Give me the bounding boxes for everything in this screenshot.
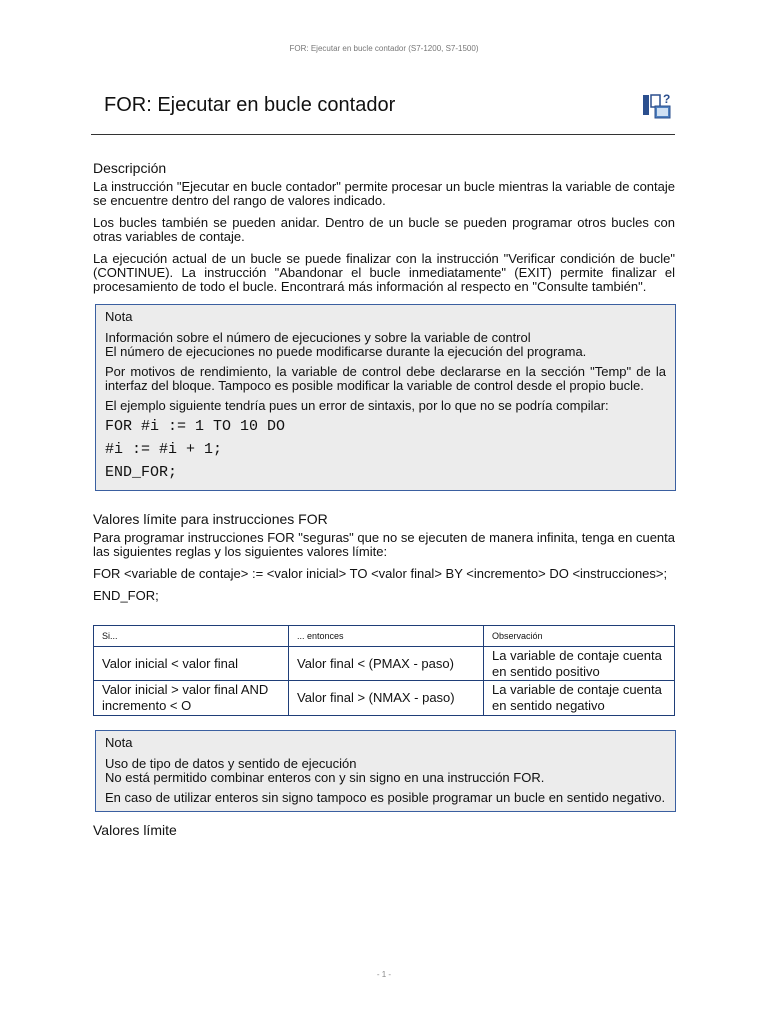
running-header: FOR: Ejecutar en bucle contador (S7-1200, S7-1500) bbox=[289, 44, 479, 53]
table-header-cell: Observación bbox=[484, 626, 675, 647]
valores-limite-heading: Valores límite bbox=[93, 822, 177, 838]
note-box-data-types bbox=[95, 730, 676, 812]
table-row bbox=[94, 681, 675, 716]
descripcion-paragraph: Los bucles también se pueden anidar. Dentro de un bucle se pueden programar otros bucles con otras variables de contaje. bbox=[93, 215, 675, 244]
page-title: FOR: Ejecutar en bucle contador bbox=[104, 94, 396, 116]
limites-paragraph: Para programar instrucciones FOR "seguras" que no se ejecuten de manera infinita, tenga en cuenta las siguientes reglas y los siguientes valores límite: bbox=[93, 530, 675, 559]
descripcion-paragraph: La instrucción "Ejecutar en bucle contador" permite procesar un bucle mientras la variable de contaje se encuentre dentro del rango de valores indicado. bbox=[93, 179, 675, 208]
note-paragraph: Por motivos de rendimiento, la variable de control debe declararse en la sección "Temp" de la interfaz del bloque. Tampoco es posible modificar la variable de control desde el propio bucle. bbox=[105, 364, 666, 393]
code-line: #i := #i + 1; bbox=[105, 441, 223, 458]
code-line: FOR #i := 1 TO 10 DO bbox=[105, 418, 286, 435]
table-cell: Valor inicial > valor final AND incremento < O bbox=[94, 681, 289, 716]
note-paragraph: El ejemplo siguiente tendría pues un error de sintaxis, por lo que no se podría compilar: bbox=[105, 398, 609, 413]
svg-text:?: ? bbox=[663, 92, 671, 106]
note-label: Nota bbox=[105, 309, 133, 324]
descripcion-heading: Descripción bbox=[93, 160, 167, 176]
note-paragraph: El número de ejecuciones no puede modificarse durante la ejecución del programa. bbox=[105, 344, 587, 359]
note-box-loop-variable bbox=[95, 304, 676, 491]
limites-syntax: FOR <variable de contaje> := <valor inicial> TO <valor final> BY <incremento> DO <instrucciones>; bbox=[93, 566, 668, 581]
title-divider bbox=[91, 134, 675, 135]
note-label: Nota bbox=[105, 735, 133, 750]
table-cell: La variable de contaje cuenta en sentido negativo bbox=[484, 681, 675, 716]
table-cell: Valor final < (PMAX - paso) bbox=[289, 647, 484, 681]
note-paragraph: No está permitido combinar enteros con y sin signo en una instrucción FOR. bbox=[105, 770, 545, 785]
help-icon[interactable] bbox=[642, 92, 674, 122]
page-number: - 1 - bbox=[376, 970, 392, 979]
limites-end-for: END_FOR; bbox=[93, 588, 159, 603]
code-line: END_FOR; bbox=[105, 464, 178, 481]
table-header-cell: Si... bbox=[94, 626, 289, 647]
limits-table bbox=[93, 625, 675, 716]
note-subheading: Información sobre el número de ejecuciones y sobre la variable de control bbox=[105, 330, 531, 345]
table-header-row bbox=[94, 626, 675, 647]
table-row bbox=[94, 647, 675, 681]
document-body bbox=[93, 160, 675, 842]
table-cell: Valor inicial < valor final bbox=[94, 647, 289, 681]
table-cell: La variable de contaje cuenta en sentido positivo bbox=[484, 647, 675, 681]
limites-heading: Valores límite para instrucciones FOR bbox=[93, 511, 328, 527]
table-header-cell: ... entonces bbox=[289, 626, 484, 647]
descripcion-paragraph: La ejecución actual de un bucle se puede finalizar con la instrucción "Verificar condición de bucle" (CONTINUE). La instrucción "Abandonar el bucle inmediatamente" (EXIT) permite finalizar el procesamiento de todo el bucle. Encontrará más información al respecto en "Consulte también". bbox=[93, 251, 675, 294]
note-subheading: Uso de tipo de datos y sentido de ejecución bbox=[105, 756, 357, 771]
note-paragraph: En caso de utilizar enteros sin signo tampoco es posible programar un bucle en sentido negativo. bbox=[105, 790, 666, 805]
table-cell: Valor final > (NMAX - paso) bbox=[289, 681, 484, 716]
